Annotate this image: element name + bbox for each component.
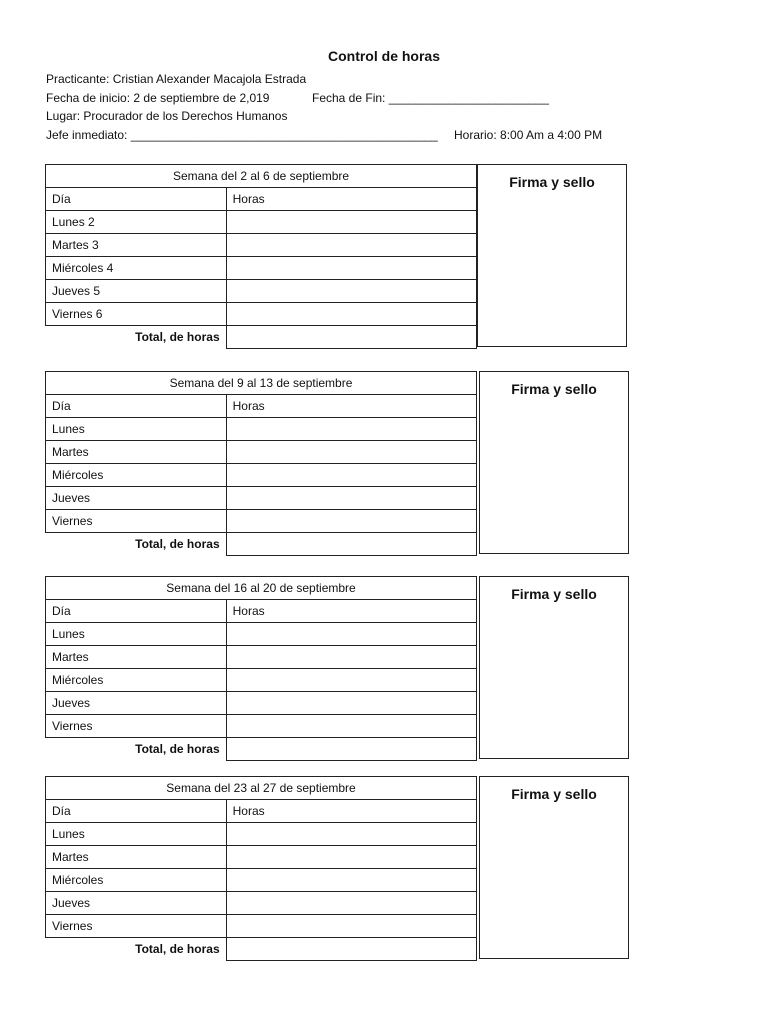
total-row (46, 326, 477, 349)
day-cell: Jueves 5 (46, 280, 227, 303)
table-row (46, 441, 477, 464)
day-cell: Viernes (46, 715, 227, 738)
total-row (46, 938, 477, 961)
day-cell: Viernes (46, 510, 227, 533)
hours-cell (226, 257, 476, 280)
table-row (46, 692, 477, 715)
signature-stamp-box (479, 371, 629, 554)
total-label: Total, de horas (46, 533, 227, 556)
lugar-line: Lugar: Procurador de los Derechos Humanos (46, 109, 288, 123)
total-row (46, 533, 477, 556)
hours-column-header: Horas (226, 800, 476, 823)
hours-table (45, 576, 477, 761)
table-row (46, 892, 477, 915)
day-cell: Viernes 6 (46, 303, 227, 326)
day-cell: Jueves (46, 487, 227, 510)
day-cell: Jueves (46, 692, 227, 715)
hours-cell (226, 211, 476, 234)
day-cell: Jueves (46, 892, 227, 915)
hours-cell (226, 669, 476, 692)
table-row (46, 464, 477, 487)
table-row (46, 418, 477, 441)
table-row (46, 234, 477, 257)
day-cell: Martes 3 (46, 234, 227, 257)
day-cell: Miércoles 4 (46, 257, 227, 280)
table-row (46, 623, 477, 646)
table-row (46, 646, 477, 669)
day-cell: Lunes (46, 823, 227, 846)
day-cell: Martes (46, 441, 227, 464)
hours-column-header: Horas (226, 188, 476, 211)
hours-column-header: Horas (226, 395, 476, 418)
total-label: Total, de horas (46, 938, 227, 961)
day-cell: Viernes (46, 915, 227, 938)
total-hours-cell (226, 533, 476, 556)
table-row (46, 211, 477, 234)
table-row (46, 823, 477, 846)
table-row (46, 487, 477, 510)
total-hours-cell (226, 326, 476, 349)
table-row (46, 869, 477, 892)
signature-stamp-box (479, 776, 629, 959)
hours-cell (226, 892, 476, 915)
week-header: Semana del 16 al 20 de septiembre (46, 577, 477, 600)
stamp-label: Firma y sello (509, 174, 595, 190)
hours-column-header: Horas (226, 600, 476, 623)
hours-cell (226, 715, 476, 738)
hours-cell (226, 846, 476, 869)
day-cell: Miércoles (46, 464, 227, 487)
day-cell: Miércoles (46, 669, 227, 692)
day-cell: Martes (46, 846, 227, 869)
hours-cell (226, 418, 476, 441)
day-cell: Lunes (46, 623, 227, 646)
fecha-inicio-line: Fecha de inicio: 2 de septiembre de 2,019 (46, 91, 270, 105)
hours-cell (226, 915, 476, 938)
week-block (45, 776, 629, 962)
day-cell: Miércoles (46, 869, 227, 892)
week-header: Semana del 9 al 13 de septiembre (46, 372, 477, 395)
stamp-label: Firma y sello (511, 786, 597, 802)
hours-table (45, 164, 477, 349)
hours-cell (226, 487, 476, 510)
hours-cell (226, 823, 476, 846)
hours-cell (226, 692, 476, 715)
hours-cell (226, 464, 476, 487)
day-column-header: Día (46, 188, 227, 211)
hours-table (45, 776, 477, 961)
table-row (46, 280, 477, 303)
hours-table (45, 371, 477, 556)
total-hours-cell (226, 938, 476, 961)
table-row (46, 510, 477, 533)
stamp-label: Firma y sello (511, 586, 597, 602)
table-row (46, 669, 477, 692)
week-header: Semana del 23 al 27 de septiembre (46, 777, 477, 800)
hours-cell (226, 646, 476, 669)
total-hours-cell (226, 738, 476, 761)
fecha-fin-line: Fecha de Fin: ________________________ (312, 91, 549, 105)
day-column-header: Día (46, 395, 227, 418)
table-row (46, 915, 477, 938)
total-label: Total, de horas (46, 326, 227, 349)
page-title: Control de horas (327, 48, 440, 64)
week-block (45, 576, 629, 762)
week-block (45, 164, 629, 350)
hours-cell (226, 234, 476, 257)
week-header: Semana del 2 al 6 de septiembre (46, 165, 477, 188)
table-row (46, 303, 477, 326)
table-row (46, 257, 477, 280)
day-column-header: Día (46, 600, 227, 623)
hours-cell (226, 280, 476, 303)
day-cell: Lunes (46, 418, 227, 441)
day-cell: Martes (46, 646, 227, 669)
horario-line: Horario: 8:00 Am a 4:00 PM (454, 128, 603, 142)
table-row (46, 715, 477, 738)
signature-stamp-box (477, 164, 627, 347)
hours-cell (226, 623, 476, 646)
week-block (45, 371, 629, 557)
total-label: Total, de horas (46, 738, 227, 761)
practicante-line: Practicante: Cristian Alexander Macajola Estrada (46, 72, 307, 86)
day-column-header: Día (46, 800, 227, 823)
stamp-label: Firma y sello (511, 381, 597, 397)
table-row (46, 846, 477, 869)
day-cell: Lunes 2 (46, 211, 227, 234)
total-row (46, 738, 477, 761)
hours-cell (226, 510, 476, 533)
hours-cell (226, 869, 476, 892)
hours-cell (226, 303, 476, 326)
hours-cell (226, 441, 476, 464)
signature-stamp-box (479, 576, 629, 759)
jefe-line: Jefe inmediato: ______________________________________________ (46, 128, 438, 142)
